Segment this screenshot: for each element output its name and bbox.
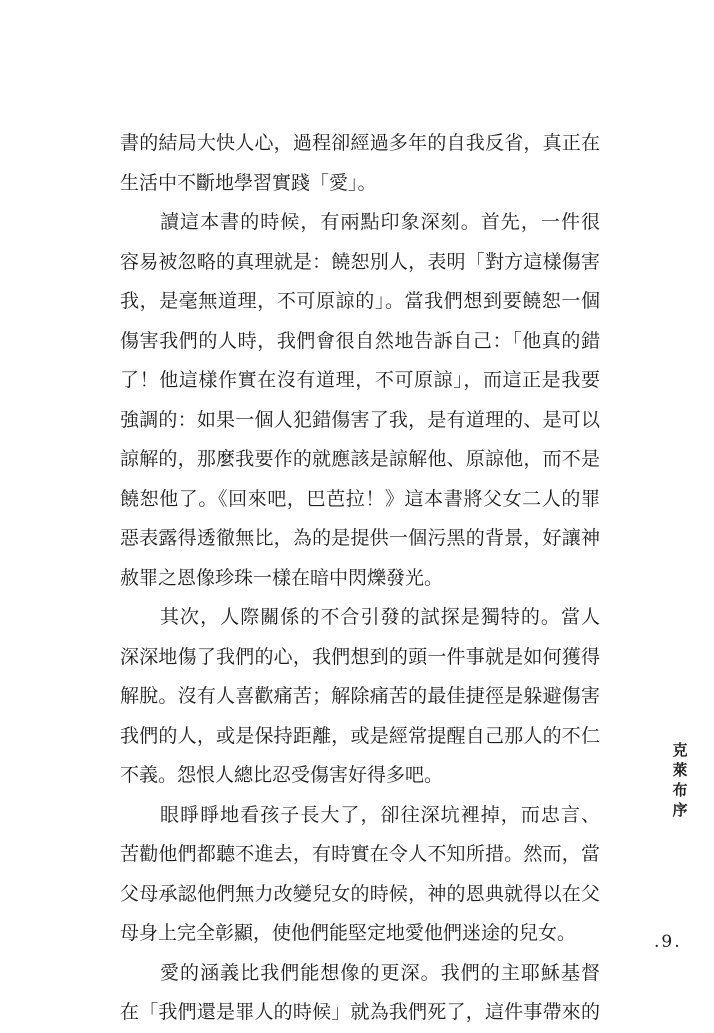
text-line: 眼睜睜地看孩子長大了，卻往深坑裡掉，而忠言、 [160,803,600,826]
text-line: 我，是毫無道理，不可原諒的」。當我們想到要饒恕一個 [120,290,600,312]
text-line: 傷害我們的人時，我們會很自然地告訴自己：「他真的錯 [120,329,600,352]
text-line: 其次，人際關係的不合引發的試探是獨特的。當人 [160,606,600,628]
text-line: 深深地傷了我們的心，我們想到的頭一件事就是如何獲得 [120,645,600,668]
text-line: 生活中不斷地學習實踐「愛」。 [120,171,377,194]
side-label-char: 克 [672,741,688,759]
text-line: 諒解的，那麼我要作的就應該是諒解他、原諒他，而不是 [120,448,600,470]
page-number: .9. [654,932,682,952]
text-line: 容易被忽略的真理就是：饒恕別人，表明「對方這樣傷害 [120,250,600,273]
text-line: 解脫。沒有人喜歡痛苦；解除痛苦的最佳捷徑是躲避傷害 [120,685,600,707]
text-line: 不義。怨恨人總比忍受傷害好得多吧。 [120,764,444,786]
section-side-label [668,740,692,820]
text-line: 赦罪之恩像珍珠一樣在暗中閃爍發光。 [120,566,444,589]
text-line: 母身上完全彰顯，使他們能堅定地愛他們迷途的兒女。 [120,922,577,944]
text-line: 饒恕他了。《回來吧，巴芭拉！》這本書將父女二人的罪 [120,487,600,510]
text-line: 了！他這樣作實在沒有道理，不可原諒」，而這正是我要 [120,369,600,391]
text-line: 書的結局大快人心，過程卻經過多年的自我反省，真正在 [120,132,600,154]
text-line: 我們的人，或是保持距離，或是經常提醒自己那人的不仁 [120,724,600,747]
text-line: 強調的：如果一個人犯錯傷害了我，是有道理的、是可以 [120,408,600,431]
body-text [120,124,600,1033]
text-line: 在「我們還是罪人的時候」就為我們死了，這件事帶來的 [120,1001,600,1023]
side-label-char: 序 [672,801,688,819]
side-label-char: 萊 [672,761,688,779]
text-line: 讀這本書的時候，有兩點印象深刻。首先，一件很 [160,211,600,233]
text-line: 苦勸他們都聽不進去，有時實在令人不知所措。然而，當 [120,843,600,865]
text-line: 父母承認他們無力改變兒女的時候，神的恩典就得以在父 [120,882,600,905]
text-line: 惡表露得透徹無比，為的是提供一個污黑的背景，好讓神 [120,527,600,549]
side-label-char: 布 [672,781,688,799]
text-line: 愛的涵義比我們能想像的更深。我們的主耶穌基督 [160,961,600,984]
